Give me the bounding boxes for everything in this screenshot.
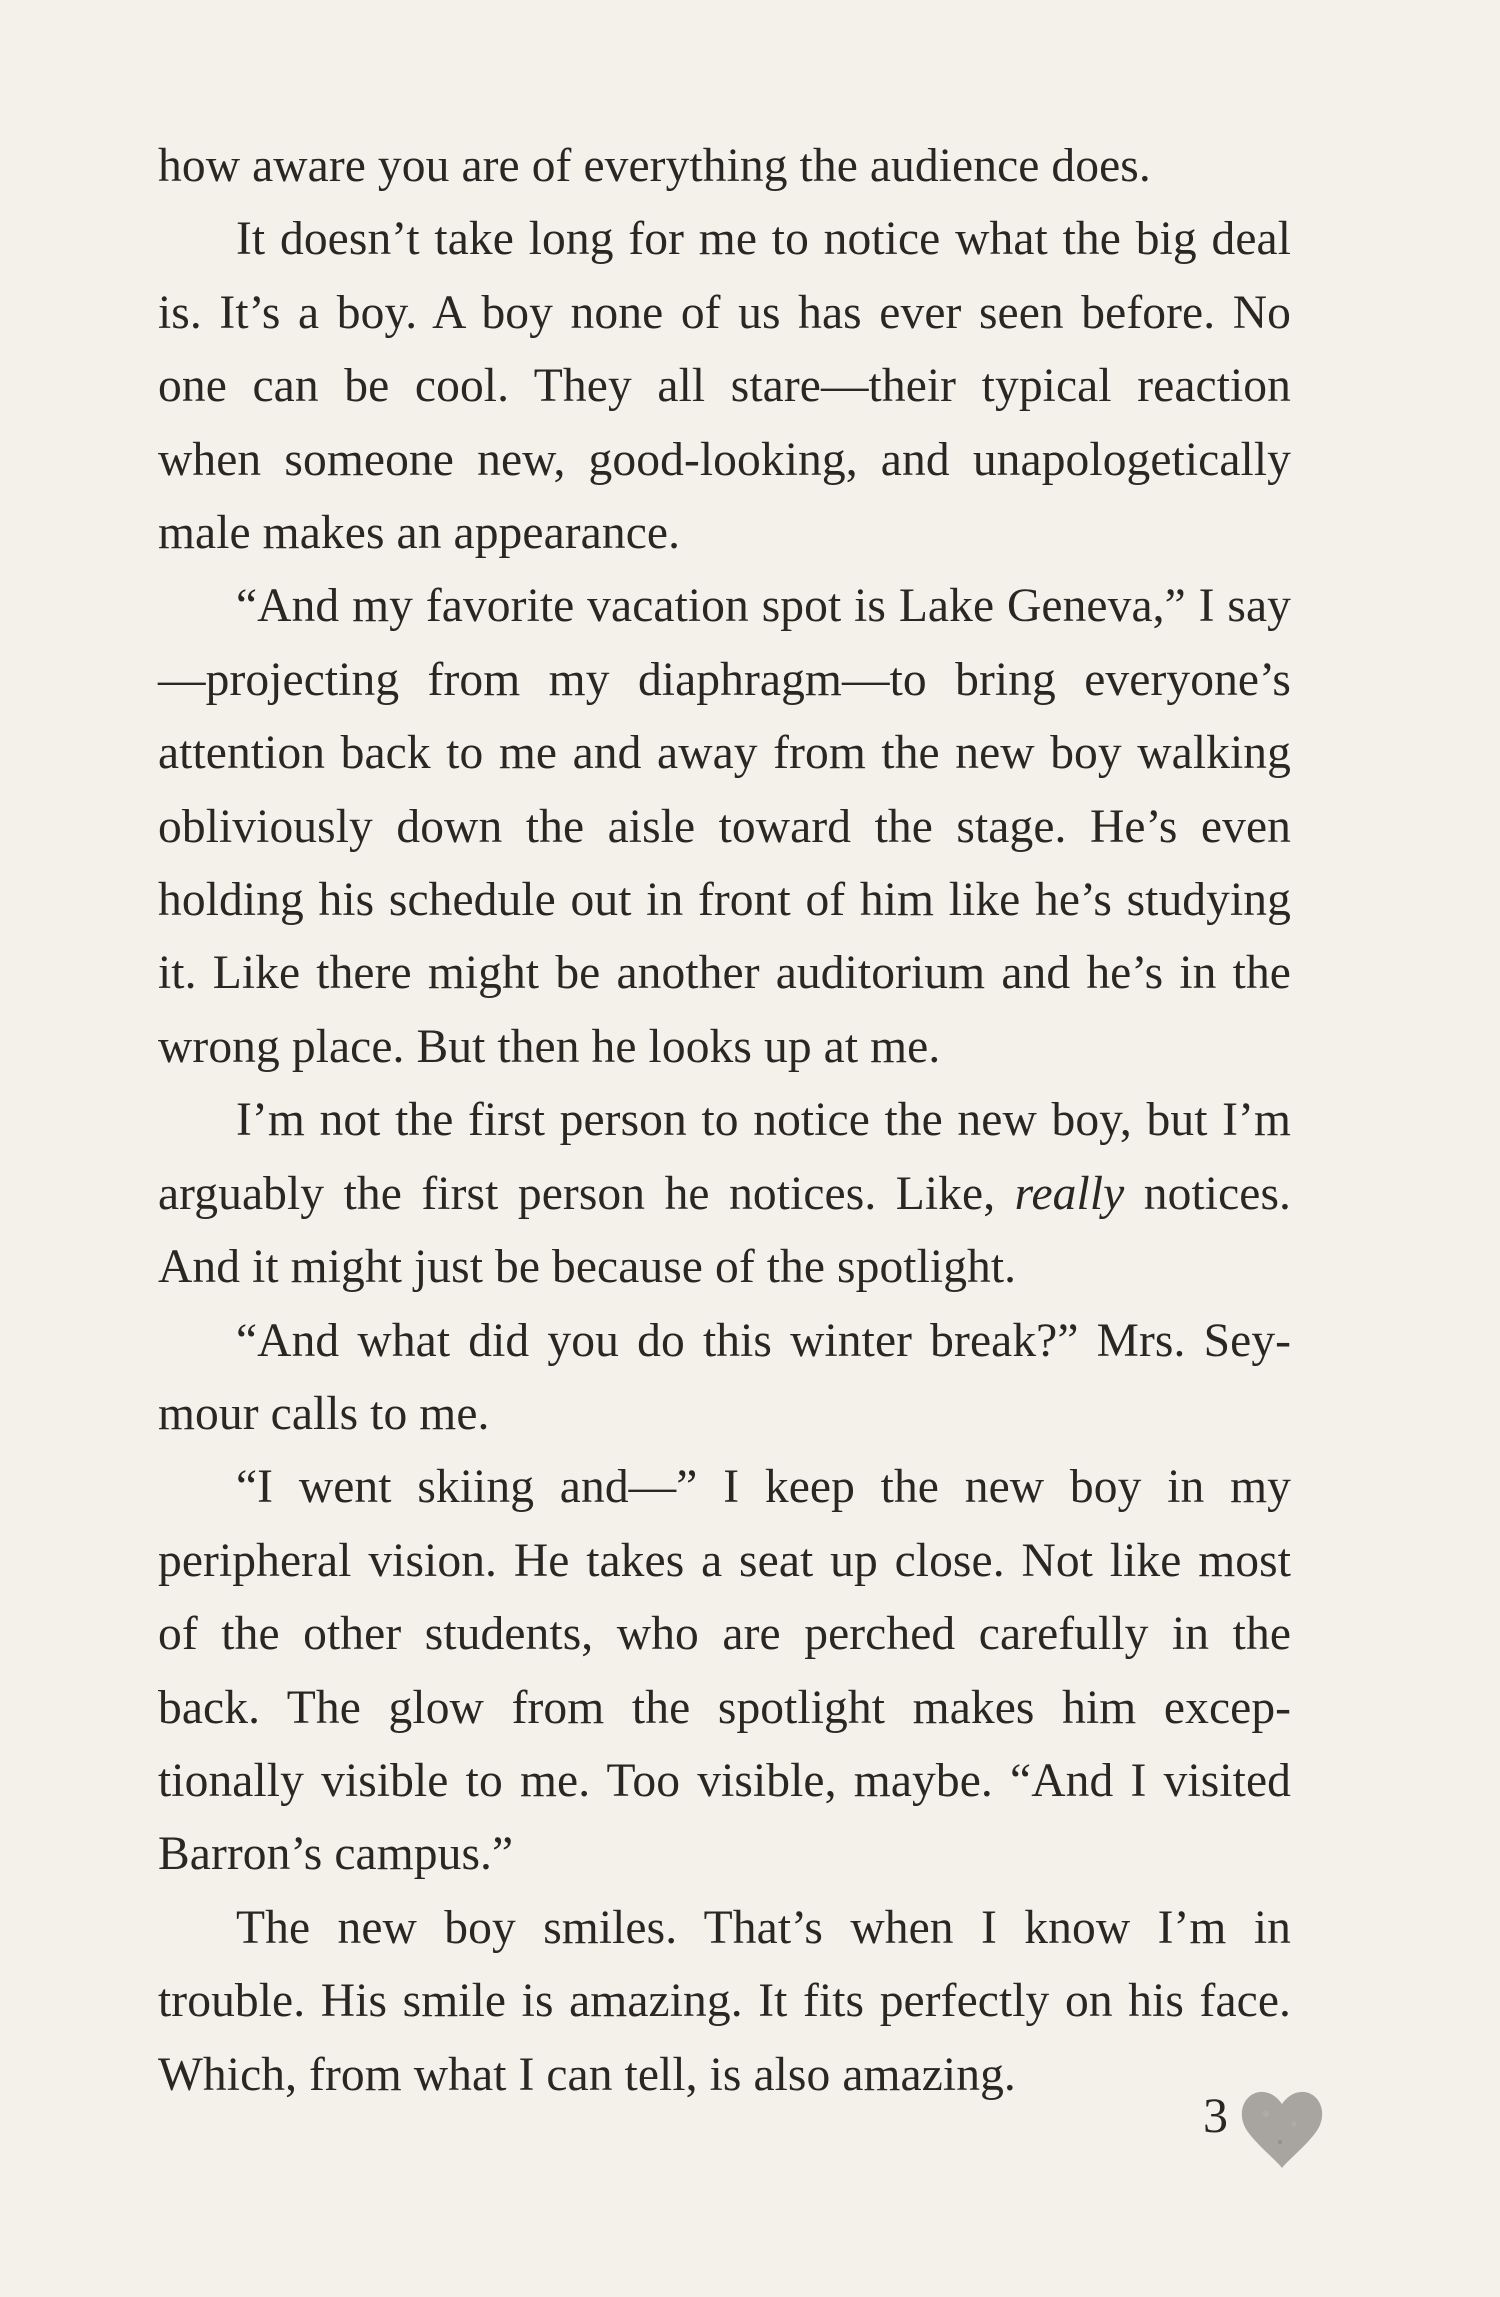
paragraph: “And my favorite vacation spot is Lake Geneva,” I say—projecting from my diaphragm—to bring everyone’s attention back to me and away from the new boy walking obliviously down the aisle toward the stage. He’s even holding his schedule out in front of him like he’s studying it. Like there might be another auditorium and he’s in the wrong place. But then he looks up at me.: [158, 580, 1291, 1073]
paragraph: “And what did you do this winter break?” Mrs. Seymour calls to me.: [158, 1314, 1291, 1440]
page-number: 3: [1203, 2087, 1228, 2143]
paragraph: It doesn’t take long for me to notice what the big deal is. It’s a boy. A boy none of us has ever seen before. No one can be cool. They all stare—their typical reaction when someone new, good-looking, and unapologetically male makes an appearance.: [158, 213, 1291, 560]
heart-speckle: [1263, 2111, 1269, 2117]
paragraph: “I went skiing and—” I keep the new boy in my peripheral vision. He takes a seat up close. Not like most of the other students, who are perched carefully in the back. The glow from the spotlight makes him exceptionally visible to me. Too visible, maybe. “And I visited Barron’s campus.”: [158, 1461, 1291, 1881]
paragraph-continued: how aware you are of everything the audience does.: [158, 140, 1151, 192]
heart-shape: [1242, 2092, 1322, 2168]
heart-speckle: [1278, 2140, 1282, 2144]
heart-speckle: [1292, 2122, 1297, 2127]
heart-icon: [1236, 2084, 1328, 2172]
paragraph-text: I’m not the first person to notice the new boy, but I’m arguably the first person he notices. Like,: [158, 1094, 1291, 1220]
emphasized-word: really: [1014, 1167, 1125, 1220]
body-text: [158, 130, 1291, 2112]
paragraph: The new boy smiles. That’s when I know I’m in trouble. His smile is amazing. It fits perfectly on his face. Which, from what I can tell, is also amazing.: [158, 1901, 1291, 2101]
paragraph: [158, 1084, 1291, 1304]
paragraph-text: notices. And it might just be because of the spotlight.: [158, 1167, 1292, 1294]
